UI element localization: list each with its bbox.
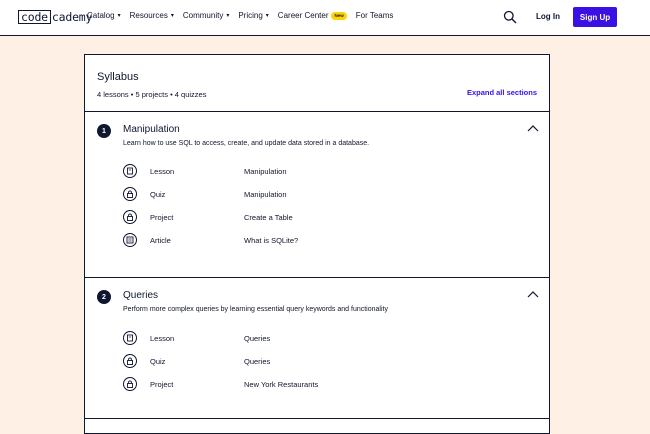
menu-catalog[interactable] bbox=[87, 11, 121, 20]
main-menu bbox=[87, 11, 402, 20]
chevron-down-icon: ▾ bbox=[226, 13, 230, 19]
menu-community-label: Community bbox=[182, 11, 224, 20]
item-type: Project bbox=[150, 380, 174, 389]
lesson-icon bbox=[123, 331, 137, 345]
search-icon[interactable] bbox=[503, 10, 517, 24]
chevron-down-icon: ▾ bbox=[265, 13, 269, 19]
menu-for-teams[interactable] bbox=[356, 11, 394, 20]
lesson-icon bbox=[123, 164, 137, 178]
item-name: Manipulation bbox=[244, 190, 287, 199]
chevron-down-icon: ▾ bbox=[170, 13, 174, 19]
list-item[interactable] bbox=[123, 187, 523, 203]
list-item[interactable] bbox=[123, 377, 523, 393]
item-name: What is SQLite? bbox=[244, 236, 299, 245]
menu-community[interactable] bbox=[183, 11, 229, 20]
divider bbox=[85, 418, 549, 419]
lock-icon bbox=[123, 210, 137, 224]
syllabus-title: Syllabus bbox=[97, 71, 139, 83]
chevron-up-icon[interactable] bbox=[527, 124, 539, 132]
item-type: Lesson bbox=[150, 334, 175, 343]
menu-career-center[interactable] bbox=[278, 11, 347, 20]
article-icon bbox=[123, 233, 137, 247]
section-title[interactable]: Queries bbox=[123, 290, 159, 301]
lock-icon bbox=[123, 377, 137, 391]
item-type: Quiz bbox=[150, 190, 166, 199]
syllabus-card bbox=[84, 54, 550, 434]
item-name: Queries bbox=[244, 334, 271, 343]
syllabus-summary: 4 lessons • 5 projects • 4 quizzes bbox=[97, 90, 207, 99]
section-title[interactable]: Manipulation bbox=[123, 124, 180, 135]
top-navigation bbox=[0, 0, 650, 36]
section-description: Perform more complex queries by learning essential query keywords and functionality bbox=[123, 306, 388, 313]
list-item[interactable] bbox=[123, 354, 523, 370]
signup-button[interactable]: Sign Up bbox=[573, 7, 617, 27]
logo-text: cademy bbox=[51, 10, 93, 24]
chevron-down-icon: ▾ bbox=[117, 13, 121, 19]
menu-for-teams-label: For Teams bbox=[355, 11, 394, 20]
item-name: New York Restaurants bbox=[244, 380, 319, 389]
chevron-up-icon[interactable] bbox=[527, 290, 539, 298]
logo-code-box: code bbox=[18, 10, 51, 24]
login-link[interactable]: Log In bbox=[536, 12, 560, 21]
section-queries bbox=[85, 278, 549, 418]
list-item[interactable] bbox=[123, 164, 523, 180]
menu-catalog-label: Catalog bbox=[87, 11, 115, 20]
lock-icon bbox=[123, 354, 137, 368]
item-name: Queries bbox=[244, 357, 271, 366]
menu-pricing[interactable] bbox=[238, 11, 268, 20]
item-name: Manipulation bbox=[244, 167, 287, 176]
item-type: Lesson bbox=[150, 167, 175, 176]
item-type: Article bbox=[150, 236, 171, 245]
list-item[interactable] bbox=[123, 233, 523, 249]
expand-all-button[interactable]: Expand all sections bbox=[466, 88, 537, 97]
menu-resources[interactable] bbox=[130, 11, 174, 20]
codecademy-logo[interactable] bbox=[18, 9, 92, 25]
section-number: 2 bbox=[97, 290, 111, 304]
item-type: Quiz bbox=[150, 357, 166, 366]
item-name: Create a Table bbox=[244, 213, 293, 222]
section-description: Learn how to use SQL to access, create, and update data stored in a database. bbox=[123, 140, 370, 147]
lock-icon bbox=[123, 187, 137, 201]
menu-resources-label: Resources bbox=[129, 11, 168, 20]
section-number: 1 bbox=[97, 124, 111, 138]
menu-career-center-label: Career Center bbox=[277, 11, 329, 20]
list-item[interactable] bbox=[123, 210, 523, 226]
list-item[interactable] bbox=[123, 331, 523, 347]
menu-pricing-label: Pricing bbox=[238, 11, 263, 20]
item-type: Project bbox=[150, 213, 174, 222]
new-badge: New bbox=[331, 12, 346, 20]
section-manipulation bbox=[85, 112, 549, 277]
